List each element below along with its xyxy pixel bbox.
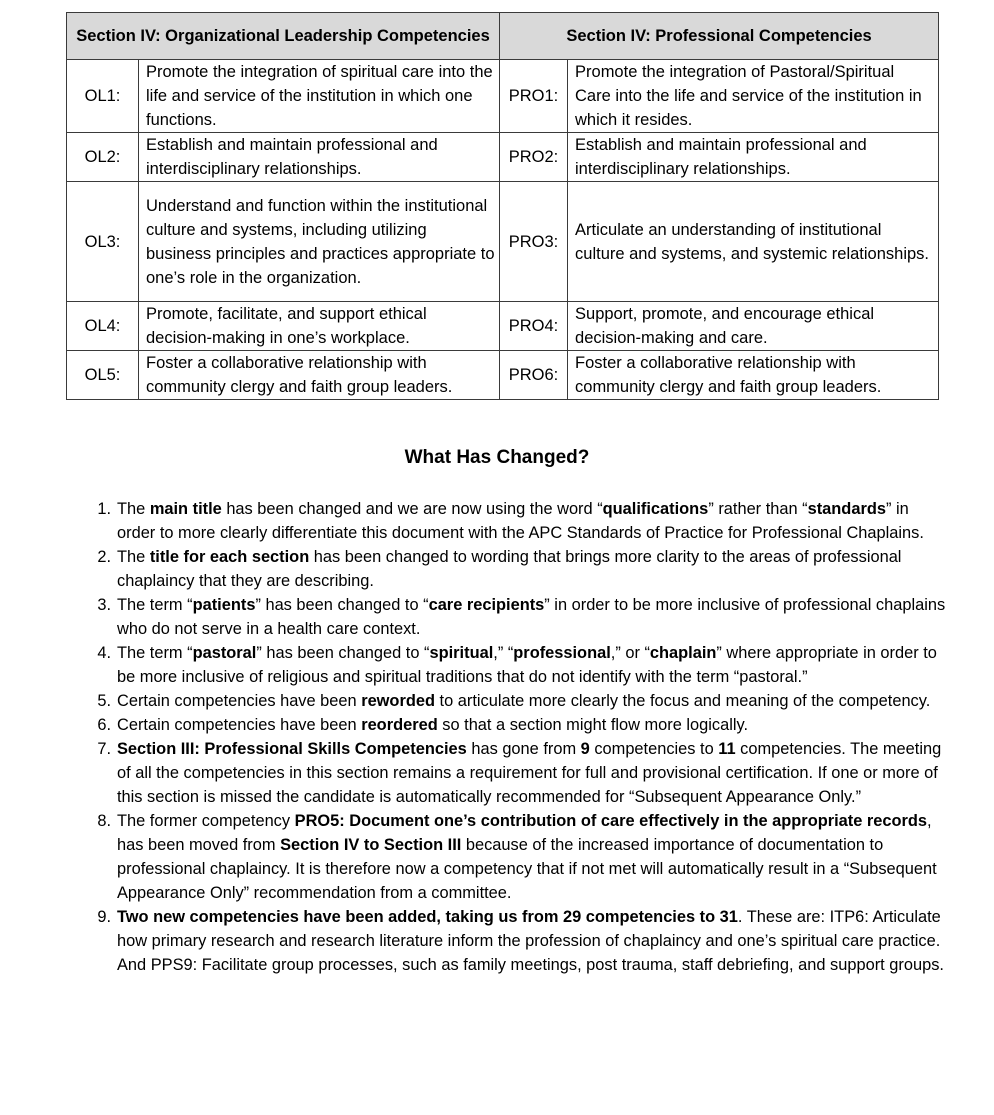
- list-item-bold-text: Section III: Professional Skills Competencies: [117, 740, 467, 758]
- list-item-bold-text: reordered: [361, 716, 438, 734]
- list-item-text: to articulate more clearly the focus and meaning of the competency.: [434, 692, 931, 710]
- list-item-bold-text: pastoral: [192, 644, 257, 662]
- list-item: [97, 713, 947, 737]
- list-item-text: so that a section might flow more logically.: [437, 716, 749, 734]
- right-competency-text: Support, promote, and encourage ethical decision-making and care.: [568, 302, 939, 351]
- left-competency-code: OL1:: [67, 60, 139, 133]
- table-row: [67, 351, 939, 400]
- list-item-number: 2.: [97, 548, 111, 566]
- list-item-text: Certain competencies have been: [117, 716, 362, 734]
- left-competency-text: Foster a collaborative relationship with community clergy and faith group leaders.: [139, 351, 500, 400]
- list-item-bold-text: Section IV to Section III: [280, 836, 462, 854]
- right-competency-text: Establish and maintain professional and interdisciplinary relationships.: [568, 133, 939, 182]
- right-competency-text: Articulate an understanding of institutional culture and systems, and systemic relationships.: [568, 182, 939, 302]
- left-competency-code: OL3:: [67, 182, 139, 302]
- list-item-number: 6.: [97, 716, 111, 734]
- list-item-text: has been changed to wording that brings more clarity to the areas of professional chaplaincy that they are describing.: [117, 548, 902, 590]
- list-item-bold-text: title for each section: [149, 548, 310, 566]
- list-item-text: The: [117, 548, 150, 566]
- list-item-text: The term “: [117, 644, 193, 662]
- list-item-text: ” in order to more clearly differentiate this document with the APC Standards of Practice for Professional Chaplains.: [117, 500, 924, 542]
- left-competency-code: OL4:: [67, 302, 139, 351]
- list-item-bold-text: qualifications: [602, 500, 709, 518]
- left-competency-text: Promote, facilitate, and support ethical decision-making in one’s workplace.: [139, 302, 500, 351]
- list-item-text: ,” “: [493, 644, 514, 662]
- list-item: [97, 545, 947, 593]
- right-competency-code: PRO3:: [500, 182, 568, 302]
- list-item-text: The term “: [117, 596, 193, 614]
- table-row: [67, 182, 939, 302]
- right-competency-code: PRO2:: [500, 133, 568, 182]
- right-competency-code: PRO1:: [500, 60, 568, 133]
- list-item-text: has gone from: [466, 740, 581, 758]
- list-item-text: ” has been changed to “: [256, 644, 430, 662]
- list-item-text: ” has been changed to “: [255, 596, 429, 614]
- left-section-header: Section IV: Organizational Leadership Competencies: [67, 13, 500, 60]
- list-item-text: , has been moved from: [117, 812, 932, 854]
- list-item-text: competencies. The meeting of all the competencies in this section remains a requirement for full and provisional certification. If one or more of this section is missed the candidate is automatically recommended for “Subsequent Appearance Only.”: [117, 740, 942, 806]
- list-item-bold-text: spiritual: [429, 644, 494, 662]
- list-item-number: 4.: [97, 644, 111, 662]
- list-item-bold-text: reworded: [361, 692, 435, 710]
- list-item-bold-text: PRO5: Document one’s contribution of care effectively in the appropriate records: [294, 812, 928, 830]
- list-item-text: ” in order to be more inclusive of professional chaplains who do not serve in a health care context.: [117, 596, 946, 638]
- right-competency-text: Promote the integration of Pastoral/Spiritual Care into the life and service of the institution in which it resides.: [568, 60, 939, 133]
- competency-comparison-table: [66, 12, 939, 400]
- list-item-text: competencies to: [589, 740, 719, 758]
- left-competency-code: OL2:: [67, 133, 139, 182]
- list-item-bold-text: care recipients: [428, 596, 545, 614]
- left-competency-code: OL5:: [67, 351, 139, 400]
- list-item-bold-text: standards: [807, 500, 886, 518]
- list-item-number: 8.: [97, 812, 111, 830]
- right-competency-text: Foster a collaborative relationship with community clergy and faith group leaders.: [568, 351, 939, 400]
- list-item-text: The former competency: [117, 812, 295, 830]
- list-item-text: ” rather than “: [708, 500, 808, 518]
- list-item-bold-text: main title: [149, 500, 222, 518]
- list-item: [97, 497, 947, 545]
- list-item: [97, 641, 947, 689]
- table-header-row: [67, 13, 939, 60]
- right-section-header: Section IV: Professional Competencies: [500, 13, 939, 60]
- list-item-number: 9.: [97, 908, 111, 926]
- list-item-text: has been changed and we are now using the word “: [221, 500, 603, 518]
- list-item: [97, 593, 947, 641]
- list-item-bold-text: 11: [718, 740, 736, 758]
- list-item-bold-text: patients: [192, 596, 256, 614]
- list-item-text: Certain competencies have been: [117, 692, 362, 710]
- list-item-bold-text: chaplain: [649, 644, 717, 662]
- list-item: [97, 689, 947, 713]
- left-competency-text: Promote the integration of spiritual care into the life and service of the institution in which one functions.: [139, 60, 500, 133]
- list-item-number: 5.: [97, 692, 111, 710]
- list-item-text: The: [117, 500, 150, 518]
- changes-list: [97, 497, 947, 977]
- list-item-number: 3.: [97, 596, 111, 614]
- list-item-bold-text: Two new competencies have been added, taking us from 29 competencies to 31: [117, 908, 738, 926]
- list-item-text: because of the increased importance of documentation to professional chaplaincy. It is therefore now a competency that if not met will automatically result in a “Subsequent Appearance Only” recommendation from a committee.: [117, 836, 937, 902]
- list-item: [97, 737, 947, 809]
- list-item-text: ,” or “: [610, 644, 650, 662]
- left-competency-text: Understand and function within the institutional culture and systems, including utilizing business principles and practices appropriate to one’s role in the organization.: [139, 182, 500, 302]
- list-item-number: 1.: [97, 500, 111, 518]
- list-item-text: ” where appropriate in order to be more inclusive of religious and spiritual traditions that do not identify with the term “pastoral.”: [117, 644, 937, 686]
- list-item: [97, 905, 947, 977]
- table-row: [67, 60, 939, 133]
- right-competency-code: PRO6:: [500, 351, 568, 400]
- list-item-number: 7.: [97, 740, 111, 758]
- changes-heading: What Has Changed?: [404, 447, 590, 468]
- left-competency-text: Establish and maintain professional and interdisciplinary relationships.: [139, 133, 500, 182]
- list-item-bold-text: professional: [513, 644, 611, 662]
- list-item-bold-text: 9: [580, 740, 590, 758]
- table-row: [67, 133, 939, 182]
- list-item: [97, 809, 947, 905]
- list-item-text: . These are: ITP6: Articulate how primary research and research literature inform the profession of chaplaincy and one’s spiritual care practice. And PPS9: Facilitate group processes, such as family meetings, post trauma, staff debriefing, and support groups.: [117, 908, 944, 974]
- right-competency-code: PRO4:: [500, 302, 568, 351]
- table-row: [67, 302, 939, 351]
